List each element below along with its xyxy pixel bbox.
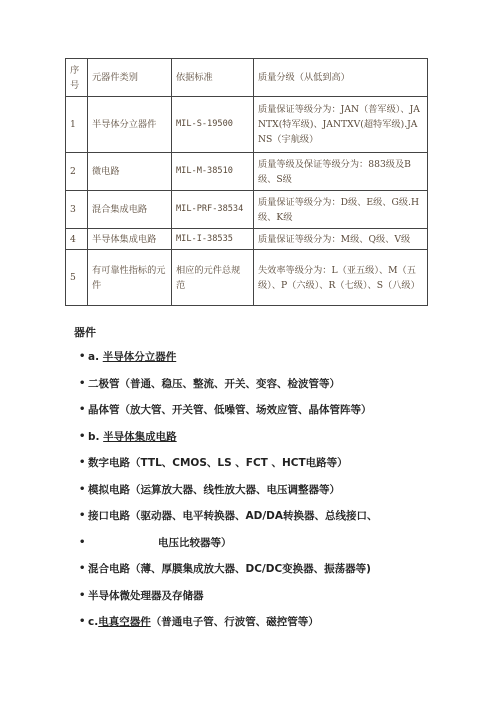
cell-standard: MIL-S-19500 bbox=[172, 97, 254, 153]
item-text: 电压比较器等） bbox=[158, 536, 232, 549]
item-title: 半导体分立器件 bbox=[102, 351, 177, 363]
section-heading: 器件 bbox=[74, 326, 96, 339]
cell-grade: 质量保证等级分为：M级、Q级、V级 bbox=[254, 229, 428, 250]
bullet: • bbox=[79, 430, 86, 442]
item-text: 二极管（普通、稳压、整流、开关、变容、检波管等） bbox=[88, 377, 340, 390]
bullet: • bbox=[79, 536, 86, 548]
item-text: 模拟电路（运算放大器、线性放大器、电压调整器等） bbox=[88, 483, 340, 496]
header-standard: 依据标准 bbox=[172, 59, 254, 97]
list-item bbox=[79, 450, 488, 477]
list-item bbox=[79, 556, 488, 583]
item-text: （普通电子管、行波管、磁控管等） bbox=[150, 616, 319, 628]
cell-standard: MIL-I-38535 bbox=[172, 229, 254, 250]
cell-standard: MIL-PRF-38534 bbox=[172, 191, 254, 229]
item-text: 混合电路（薄、厚膜集成放大器、DC/DC变换器、振荡器等) bbox=[88, 563, 371, 575]
item-text: 半导体微处理器及存储器 bbox=[88, 589, 204, 602]
list-item-b bbox=[79, 424, 488, 451]
cell-category: 混合集成电路 bbox=[88, 191, 172, 229]
item-title: 电真空器件 bbox=[98, 616, 151, 628]
table-row bbox=[66, 229, 428, 250]
cell-seq: 5 bbox=[66, 250, 88, 306]
list-item bbox=[79, 530, 488, 557]
item-prefix: a. bbox=[88, 351, 100, 363]
table-row bbox=[66, 191, 428, 229]
header-category: 元器件类别 bbox=[88, 59, 172, 97]
table-header-row bbox=[66, 59, 428, 97]
bullet: • bbox=[79, 457, 86, 468]
item-text: 数字电路（TTL、CMOS、LS 、FCT 、HCT电路等） bbox=[88, 457, 348, 469]
bullet: • bbox=[79, 377, 86, 389]
quality-grade-table bbox=[65, 58, 428, 306]
cell-category: 半导体分立器件 bbox=[88, 97, 172, 153]
table-row bbox=[66, 97, 428, 153]
bullet: • bbox=[79, 589, 86, 601]
bullet: • bbox=[79, 351, 86, 362]
list-item bbox=[79, 371, 488, 398]
item-prefix: c. bbox=[88, 616, 99, 628]
cell-seq: 4 bbox=[66, 229, 88, 250]
bullet: • bbox=[79, 510, 86, 521]
header-seq: 序号 bbox=[66, 59, 88, 97]
item-text: 晶体管（放大管、开关管、低噪管、场效应管、晶体管阵等） bbox=[88, 404, 372, 416]
bullet: • bbox=[79, 616, 86, 627]
list-item bbox=[79, 583, 488, 610]
list-item bbox=[79, 397, 488, 424]
cell-category: 半导体集成电路 bbox=[88, 229, 172, 250]
bullet: • bbox=[79, 483, 86, 495]
bullet: • bbox=[79, 563, 86, 574]
cell-seq: 3 bbox=[66, 191, 88, 229]
list-item-a bbox=[79, 344, 488, 371]
table-row bbox=[66, 250, 428, 306]
device-list bbox=[79, 344, 488, 636]
item-prefix: b. bbox=[88, 430, 100, 443]
cell-seq: 1 bbox=[66, 97, 88, 153]
list-item bbox=[79, 503, 488, 530]
cell-standard: MIL-M-38510 bbox=[172, 153, 254, 191]
list-item bbox=[79, 477, 488, 504]
cell-seq: 2 bbox=[66, 153, 88, 191]
cell-grade: 质量等级及保证等级分为：883级及B级、S级 bbox=[254, 153, 428, 191]
cell-grade: 失效率等级分为：L（亚五级）、M（五级）、P（六级）、R（七级）、S（八级） bbox=[254, 250, 428, 306]
table-row bbox=[66, 153, 428, 191]
cell-category: 微电路 bbox=[88, 153, 172, 191]
cell-grade: 质量保证等级分为：JAN（普军级）、JANTX(特军级)、JANTXV(超特军级).JANS（宇航级） bbox=[254, 97, 428, 153]
item-title: 半导体集成电路 bbox=[103, 430, 177, 443]
cell-grade: 质量保证等级分为：D级、E级、G级.H级、K级 bbox=[254, 191, 428, 229]
header-grade: 质量分级（从低到高） bbox=[254, 59, 428, 97]
cell-standard: 相应的元件总规范 bbox=[172, 250, 254, 306]
bullet: • bbox=[79, 404, 86, 415]
list-item-c bbox=[79, 609, 488, 636]
item-text: 接口电路（驱动器、电平转换器、AD/DA转换器、总线接口、 bbox=[88, 510, 378, 522]
cell-category: 有可靠性指标的元件 bbox=[88, 250, 172, 306]
